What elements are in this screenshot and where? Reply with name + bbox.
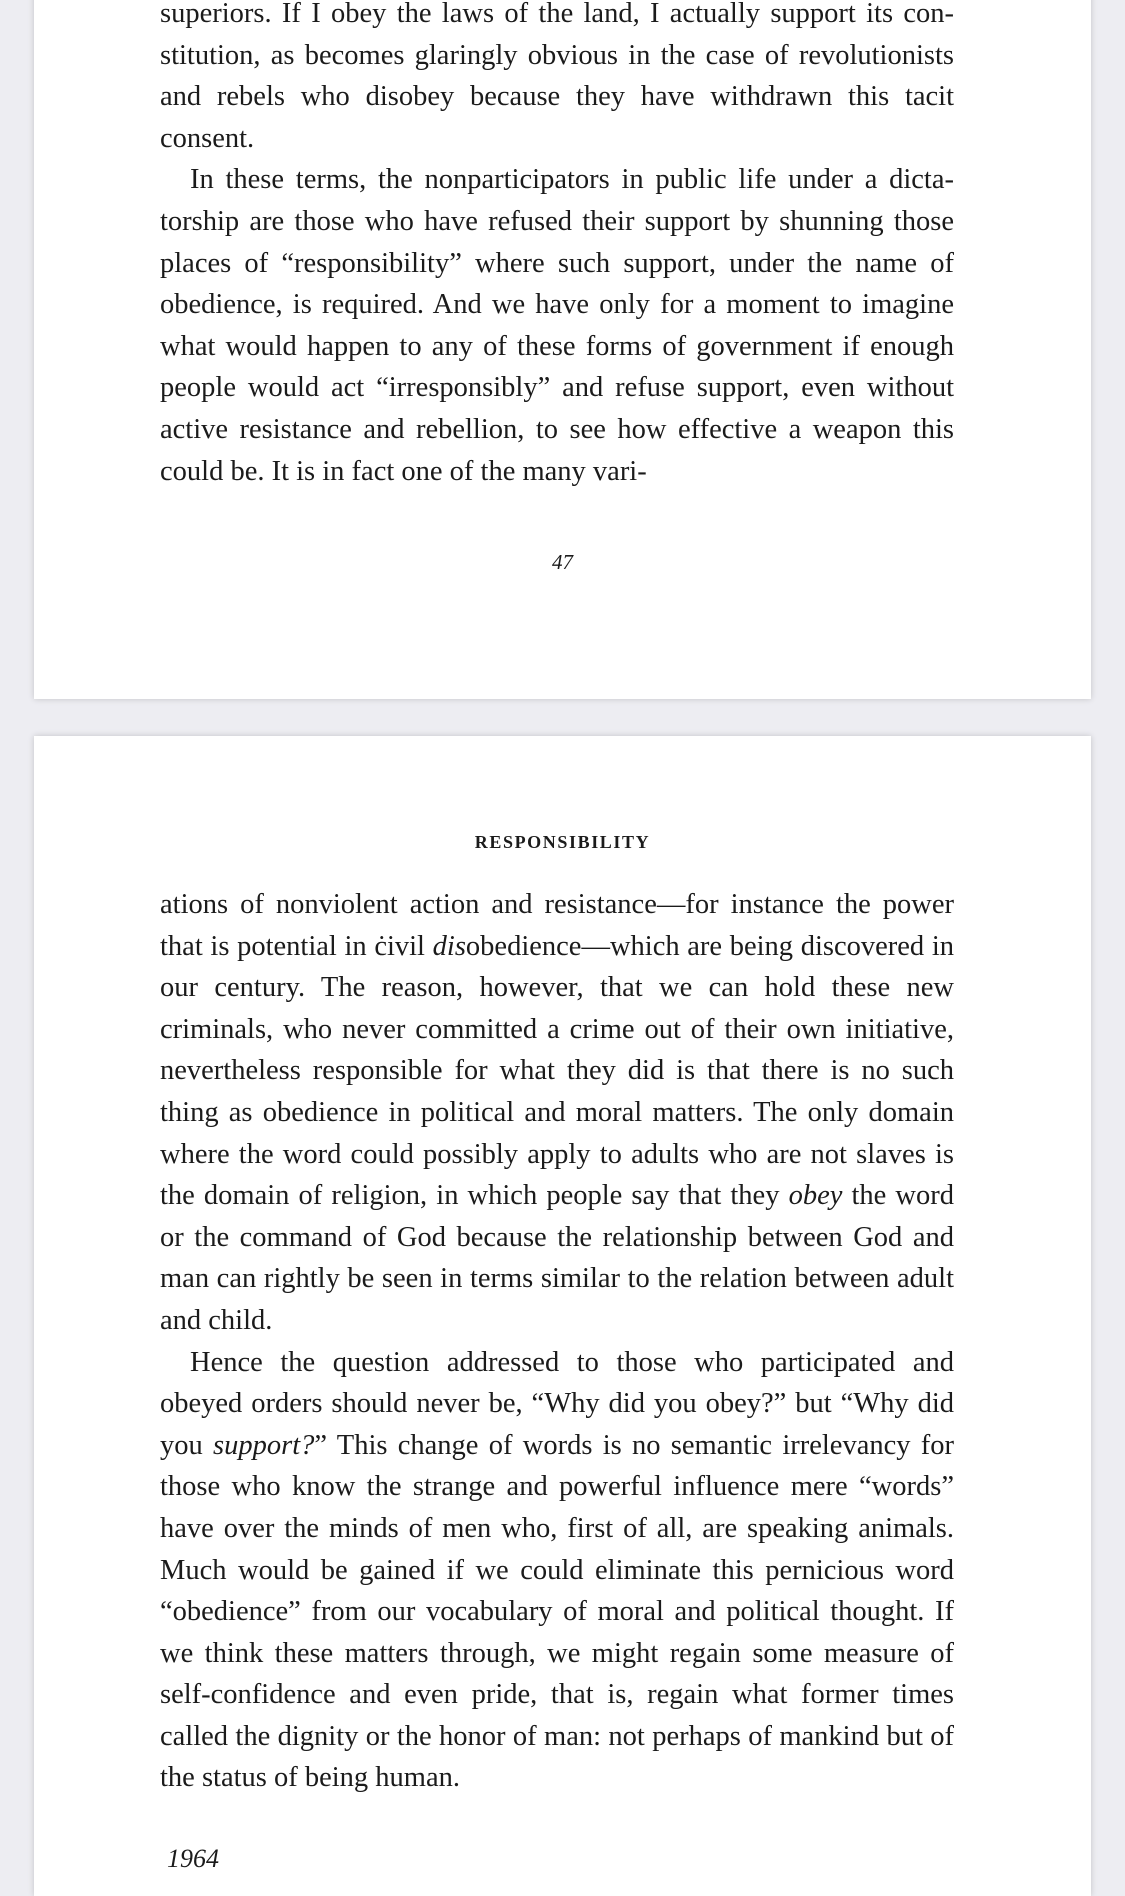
page-47-body (160, 0, 954, 492)
italic-dis: dis (432, 930, 466, 962)
paragraph-continued: superiors. If I obey the laws of the land, I actually support its constitution, as becomes glaringly obvious in the case of revolutionists and rebels who disobey because they have withdrawn this tacit consent. (160, 0, 954, 154)
book-page-48 (34, 736, 1091, 1896)
text-run: ations of nonviolent action and resistance—for instance the power that is potential in ċivil (160, 889, 954, 962)
text-run: Hence the question addressed to those who participated and obeyed orders should never be, “Why did you obey?” but “Why did you (160, 1346, 954, 1461)
paragraph-hence-the-question (160, 1342, 954, 1800)
italic-obey: obey (788, 1180, 843, 1212)
essay-year: 1964 (167, 1844, 219, 1873)
text-run: ” This change of words is no semantic irrelevancy for those who know the strange and powerful influence mere “words” have over the minds of men who, first of all, are speaking animals. Much would be gained if we could eliminate this pernicious word “obedience” from our vocabulary of moral and political thought. If we think these matters through, we might regain some measure of self-confidence and even pride, that is, regain what former times called the dignity or the honor of man: not perhaps of mankind but of the status of being human. (160, 1429, 955, 1794)
running-head: RESPONSIBILITY (474, 832, 651, 852)
italic-support: support? (213, 1429, 315, 1461)
paragraph-nonviolent-action (160, 884, 954, 1342)
page-48-body (160, 884, 954, 1799)
paragraph-nonparticipators: In these terms, the nonparticipators in public life under a dictatorship are those who have refused their support by shunning those places of “responsibility” where such support, under the name of obedience, is required. And we have only for a moment to imagine what would happen to any of these forms of government if enough people would act “irresponsibly” and refuse support, even without active resistance and rebellion, to see how effective a weapon this could be. It is in fact one of the many vari- (160, 164, 954, 487)
text-run: the word or the command of God because the relationship between God and man can rightly be seen in terms similar to the relation between adult and child. (160, 1180, 954, 1336)
text-run: obedience—which are being discovered in our century. The reason, however, that we can hold these new criminals, who never committed a crime out of their own initiative, nevertheless responsible for what they did is that there is no such thing as obedience in political and moral matters. The only domain where the word could possibly apply to adults who are not slaves is the domain of religion, in which people say that they (160, 930, 954, 1212)
page-number: 47 (552, 550, 573, 574)
book-page-47 (34, 0, 1091, 699)
